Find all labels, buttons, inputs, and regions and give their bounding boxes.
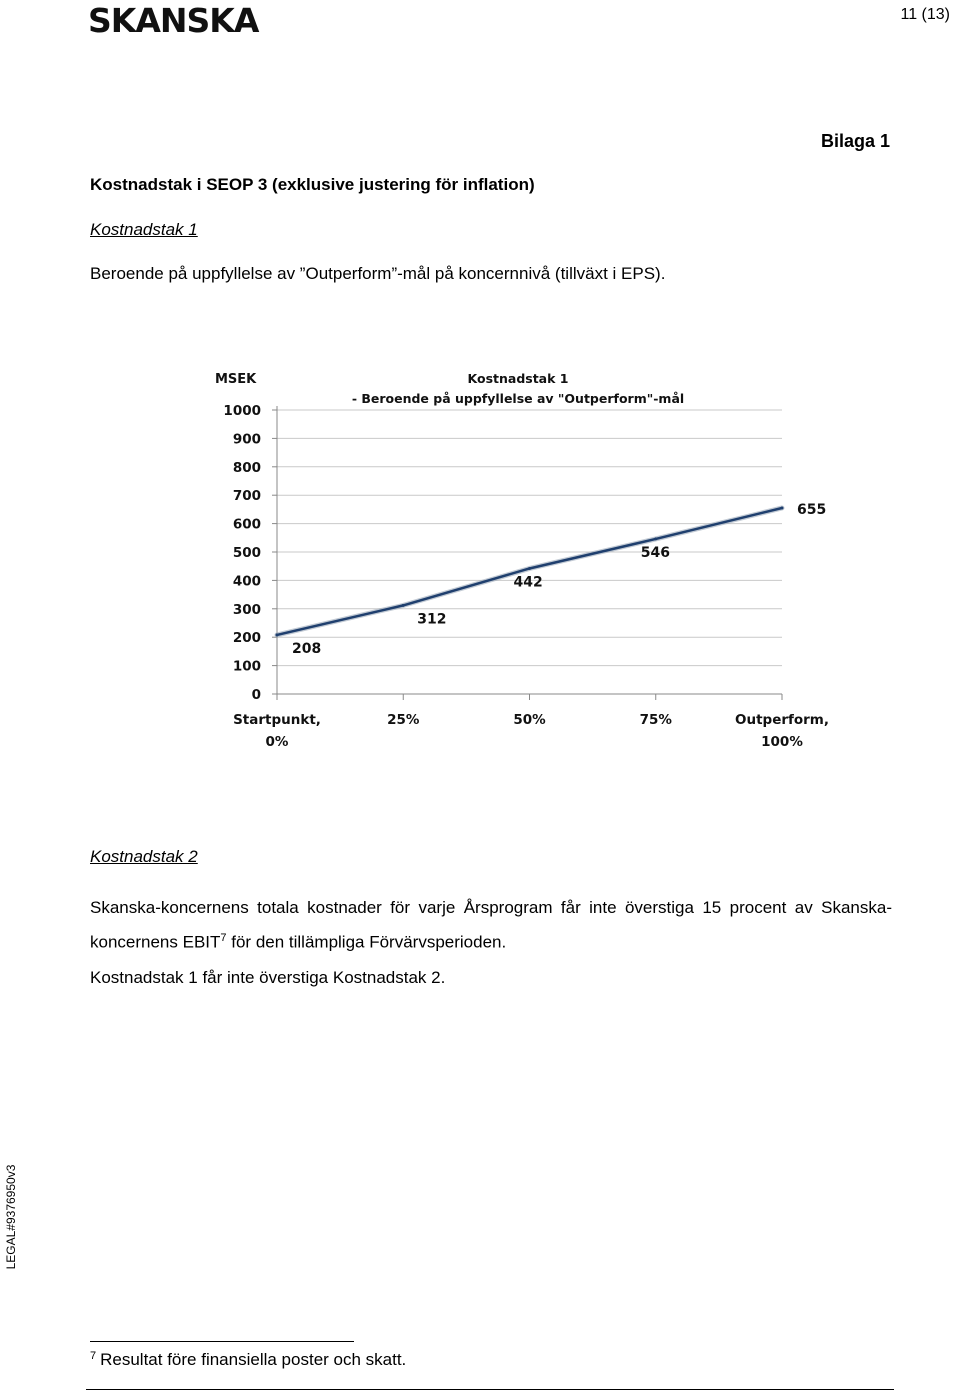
cap2-text-a: Skanska-koncernens totala kostnader för varje Årsprogram får inte överstiga 15 procent av Skanska-koncernens EBIT xyxy=(90,898,892,952)
x-tick-label: Outperform, 100% xyxy=(734,712,830,750)
y-tick-label: 900 xyxy=(232,431,261,448)
data-label: 442 xyxy=(513,574,543,591)
data-label: 208 xyxy=(292,640,322,657)
side-document-id: LEGAL#9376950v3 xyxy=(4,1164,18,1270)
cap2-text-b: för den tillämpliga Förvärvsperioden. xyxy=(226,932,507,952)
cap2-title: Kostnadstak 2 xyxy=(90,847,198,866)
y-tick-label: 600 xyxy=(232,516,261,533)
x-tick-label: 25% xyxy=(387,712,420,728)
bottom-divider xyxy=(86,1389,894,1390)
y-tick-label: 400 xyxy=(232,573,261,590)
footnote-ref: 7 xyxy=(220,932,227,944)
data-point xyxy=(781,506,784,509)
section-heading: Kostnadstak i SEOP 3 (exklusive justering för inflation) xyxy=(90,175,535,194)
appendix-label: Bilaga 1 xyxy=(820,131,890,151)
y-tick-label: 300 xyxy=(232,601,261,618)
cap1-text: Beroende på uppfyllelse av ”Outperform”-mål på koncernnivå (tillväxt i EPS). xyxy=(90,264,666,283)
footnote xyxy=(90,1350,406,1370)
footnote-number: 7 xyxy=(90,1350,97,1362)
chart-title: Kostnadstak 1 xyxy=(467,371,569,386)
y-tick-label: 100 xyxy=(232,658,261,675)
x-tick-label: Startpunkt, 0% xyxy=(233,712,321,750)
chart-subtitle: - Beroende på uppfyllelse av "Outperform"-mål xyxy=(351,391,685,406)
y-tick-label: 500 xyxy=(232,545,261,561)
x-tick-label: 50% xyxy=(513,712,546,728)
chart-ylabel: MSEK xyxy=(215,372,257,387)
data-point xyxy=(402,604,405,607)
data-label: 312 xyxy=(417,611,447,628)
page-number: 11 (13) xyxy=(900,6,950,23)
y-tick-label: 1000 xyxy=(223,403,261,419)
footnote-text: Resultat före finansiella poster och skatt. xyxy=(100,1350,407,1369)
skanska-logo xyxy=(88,0,298,45)
x-tick-label: 75% xyxy=(639,712,672,728)
y-tick-label: 800 xyxy=(232,459,261,476)
data-label: 546 xyxy=(640,544,670,561)
data-point xyxy=(276,633,279,636)
data-label: 655 xyxy=(797,501,827,518)
cap1-title: Kostnadstak 1 xyxy=(90,220,198,239)
cap-relation-text: Kostnadstak 1 får inte överstiga Kostnadstak 2. xyxy=(90,968,446,987)
data-point xyxy=(528,567,531,570)
y-tick-label: 200 xyxy=(232,630,261,647)
cost-cap-chart xyxy=(200,360,840,765)
cap2-text xyxy=(90,892,892,958)
y-tick-label: 700 xyxy=(232,488,261,505)
y-tick-label: 0 xyxy=(251,687,261,703)
logo-text: SKANSKA xyxy=(88,1,259,40)
footnote-divider xyxy=(90,1341,354,1342)
data-point xyxy=(654,537,657,540)
